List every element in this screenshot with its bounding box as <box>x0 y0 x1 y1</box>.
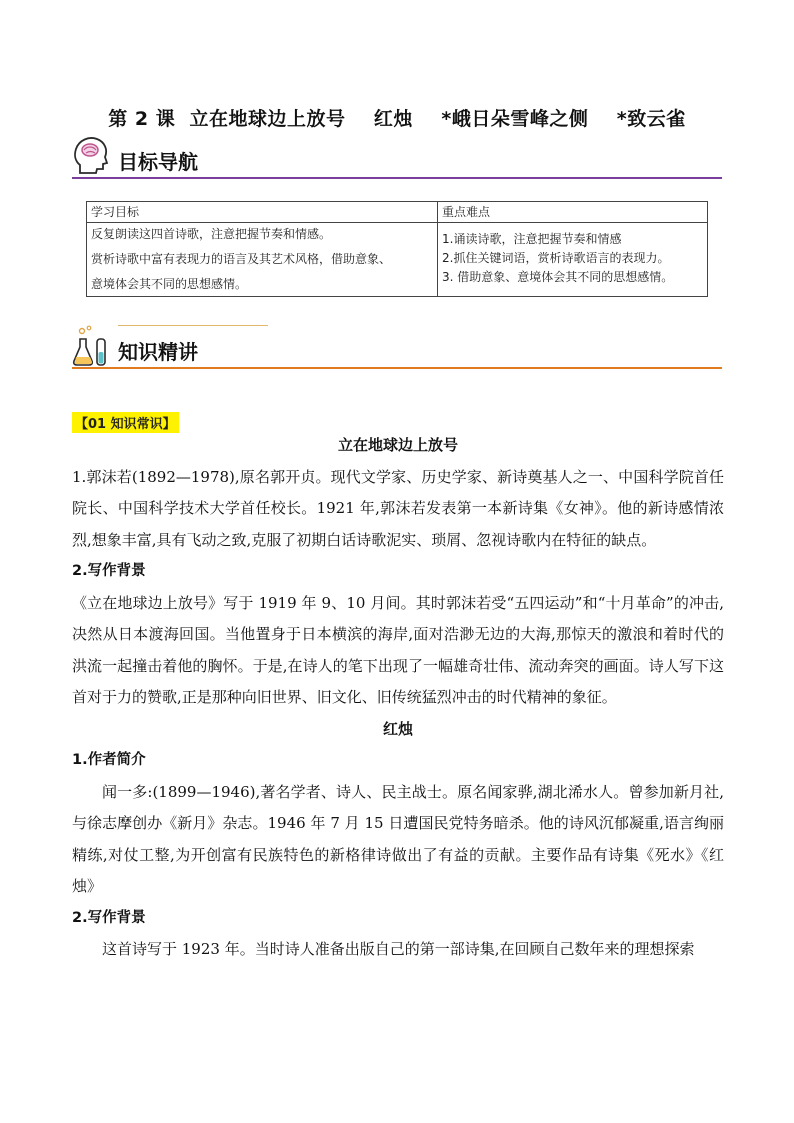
poem2-author-paragraph: 闻一多:(1899—1946),著名学者、诗人、民主战士。原名闻家骅,湖北浠水人。曾参加新月社,与徐志摩创办《新月》杂志。1946 年 7 月 15 日遭国民党特务暗杀。他的诗风沉郁凝重,语言绚丽精练,对仗工整,为开创富有民族特色的新格律诗做出了有益的贡献。主要作品有诗集《死水》《红烛》 <box>72 782 724 895</box>
poem1-background-heading: 2.写作背景 <box>72 563 146 579</box>
section-rule-goals <box>72 177 722 179</box>
section-header-knowledge <box>72 325 722 369</box>
goal-line: 赏析诗歌中富有表现力的语言及其艺术风格，借助意象、 <box>91 252 392 266</box>
poem2-background-paragraph: 这首诗写于 1923 年。当时诗人准备出版自己的第一部诗集,在回顾自己数年来的理想探索 <box>102 940 695 958</box>
section-title-goals: 目标导航 <box>118 150 198 174</box>
poem2-heading: 红烛 <box>382 719 413 738</box>
goals-col1-header: 学习目标 <box>87 202 438 223</box>
poem1-background-paragraph: 《立在地球边上放号》写于 1919 年 9、10 月间。其时郭沫若受“五四运动”和“十月革命”的冲击,决然从日本渡海回国。当他置身于日本横滨的海岸,面对浩渺无边的大海,那惊天的激浪和着时代的洪流一起撞击着他的胸怀。于是,在诗人的笔下出现了一幅雄奇壮伟、流动奔突的画面。诗人写下这首对于力的赞歌,正是那种向旧世界、旧文化、旧传统猛烈冲击的时代精神的象征。 <box>72 593 724 706</box>
section-title-knowledge: 知识精讲 <box>118 340 198 364</box>
content-body <box>72 430 724 966</box>
section-header-goals <box>72 135 722 179</box>
knowledge-tag: 【01 知识常识】 <box>72 412 179 433</box>
section-rule-knowledge <box>72 367 722 369</box>
keypoint-item: 2.抓住关键词语，赏析诗歌语言的表现力。 <box>442 251 670 265</box>
poem2-background-heading: 2.写作背景 <box>72 909 146 926</box>
goal-line: 反复朗读这四首诗歌，注意把握节奏和情感。 <box>91 227 332 241</box>
keypoint-item: 1.诵读诗歌，注意把握节奏和情感 <box>442 232 622 246</box>
poem1-author-paragraph <box>72 462 724 557</box>
goals-col2-cell <box>438 223 708 297</box>
keypoint-item: 3. 借助意象、意境体会其不同的思想感情。 <box>442 270 674 284</box>
section-top-line <box>118 325 268 326</box>
lab-flask-icon <box>72 325 112 367</box>
head-brain-icon <box>72 135 112 177</box>
poem2-author-heading: 1.作者简介 <box>72 752 146 768</box>
poem1-heading: 立在地球边上放号 <box>337 436 458 454</box>
goals-col2-header: 重点难点 <box>438 202 708 223</box>
goals-table <box>86 201 708 297</box>
goal-line: 意境体会其不同的思想感情。 <box>91 277 248 291</box>
goals-col1-cell <box>87 223 438 297</box>
poem1-author-text: 1.郭沫若(1892—1978),原名郭开贞。现代文学家、历史学家、新诗奠基人之一、中国科学院首任院长、中国科学技术大学首任校长。1921 年,郭沫若发表第一本新诗集《女神》。他的新诗感情浓烈,想象丰富,具有飞动之致,克服了初期白话诗歌泥实、琐屑、忽视诗歌内在特征的缺点。 <box>72 467 724 549</box>
page-title: 第 2 课 立在地球边上放号 红烛 *峨日朵雪峰之侧 *致云雀 <box>108 108 686 130</box>
